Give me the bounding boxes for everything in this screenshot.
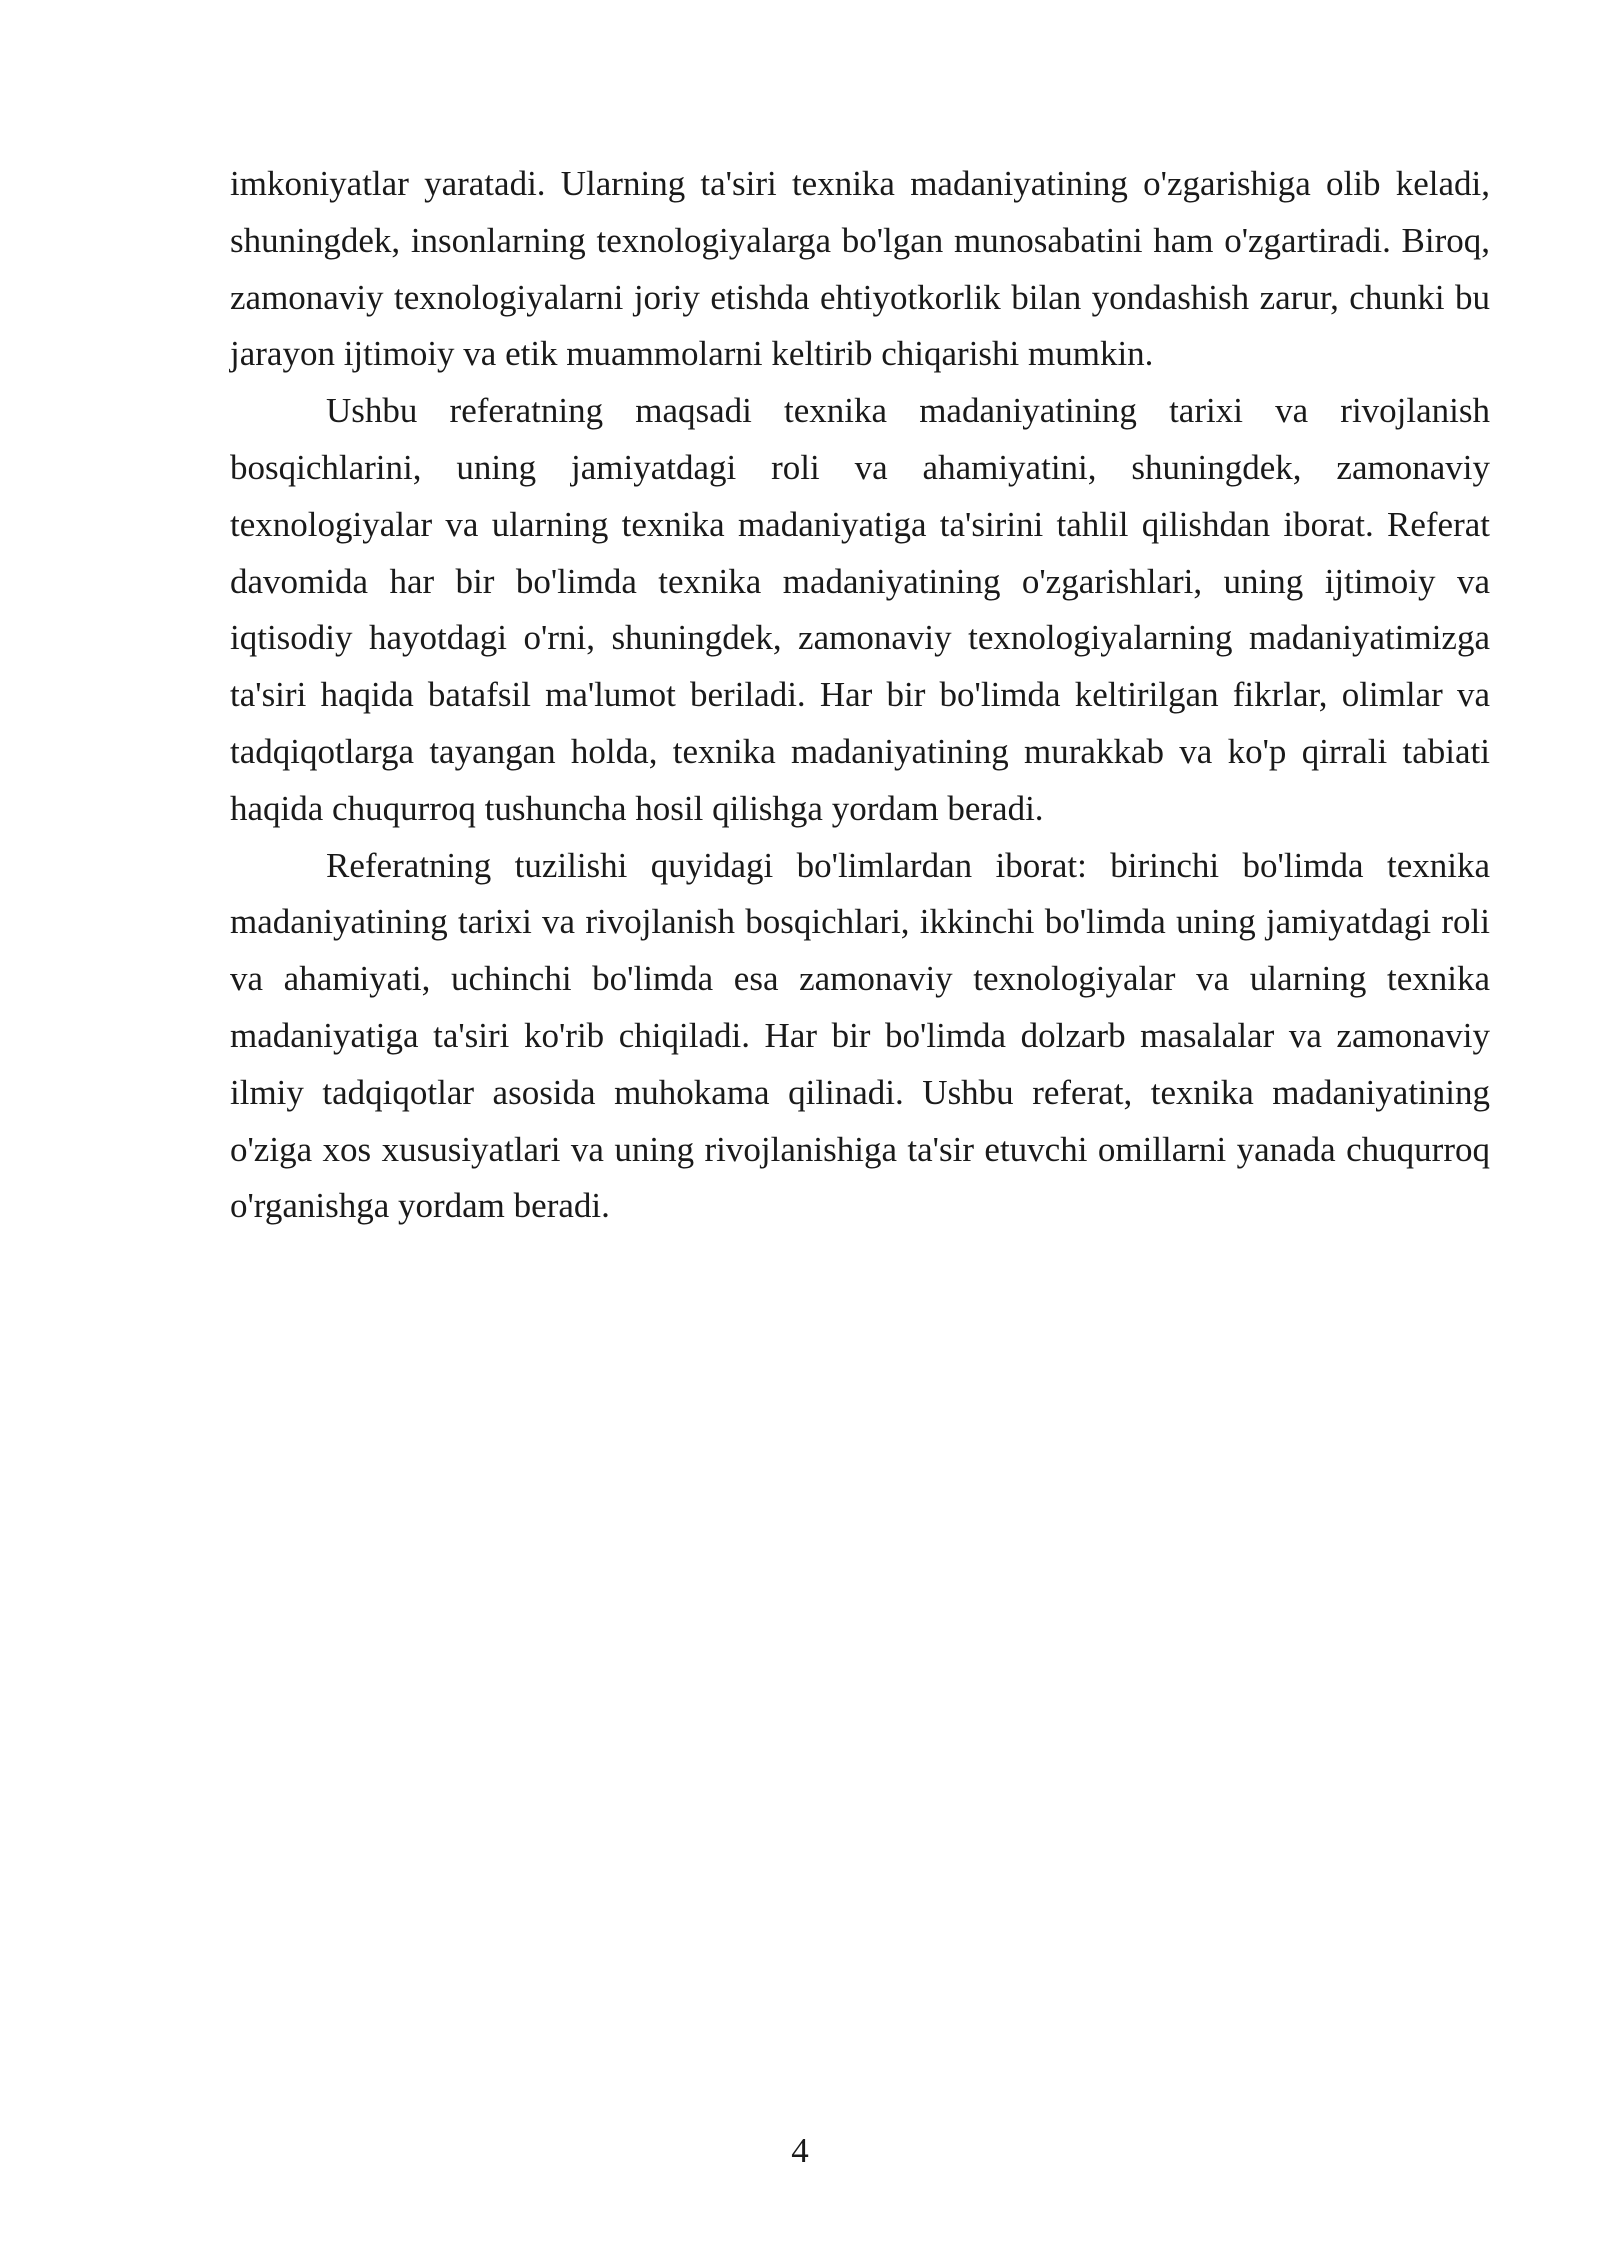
paragraph-structure: Referatning tuzilishi quyidagi bo'limlardan iborat: birinchi bo'limda texnika madaniyatining tarixi va rivojlanish bosqichlari, ikkinchi bo'limda uning jamiyatdagi roli va ahamiyati, uchinchi bo'limda esa zamonaviy texnologiyalar va ularning texnika madaniyatiga ta'siri ko'rib chiqiladi. Har bir bo'limda dolzarb masalalar va zamonaviy ilmiy tadqiqotlar asosida muhokama qilinadi. Ushbu referat, texnika madaniyatining o'ziga xos xususiyatlari va uning rivojlanishiga ta'sir etuvchi omillarni yanada chuqurroq o'rganishga yordam beradi.: [230, 845, 1490, 1226]
page-number: 4: [791, 2131, 809, 2170]
paragraph-purpose: Ushbu referatning maqsadi texnika madaniyatining tarixi va rivojlanish bosqichlarini, uning jamiyatdagi roli va ahamiyatini, shuningdek, zamonaviy texnologiyalar va ularning texnika madaniyatiga ta'sirini tahlil qilishdan iborat. Referat davomida har bir bo'limda texnika madaniyatining o'zgarishlari, uning ijtimoiy va iqtisodiy hayotdagi o'rni, shuningdek, zamonaviy texnologiyalarning madaniyatimizga ta'siri haqida batafsil ma'lumot beriladi. Har bir bo'limda keltirilgan fikrlar, olimlar va tadqiqotlarga tayangan holda, texnika madaniyatining murakkab va ko'p qirrali tabiati haqida chuqurroq tushuncha hosil qilishga yordam beradi.: [230, 391, 1490, 828]
paragraph-continuation: imkoniyatlar yaratadi. Ularning ta'siri texnika madaniyatining o'zgarishiga olib keladi, shuningdek, insonlarning texnologiyalarga bo'lgan munosabatini ham o'zgartiradi. Biroq, zamonaviy texnologiyalarni joriy etishda ehtiyotkorlik bilan yondashish zarur, chunki bu jarayon ijtimoiy va etik muammolarni keltirib chiqarishi mumkin.: [230, 164, 1490, 374]
document-body: [230, 156, 1490, 1235]
